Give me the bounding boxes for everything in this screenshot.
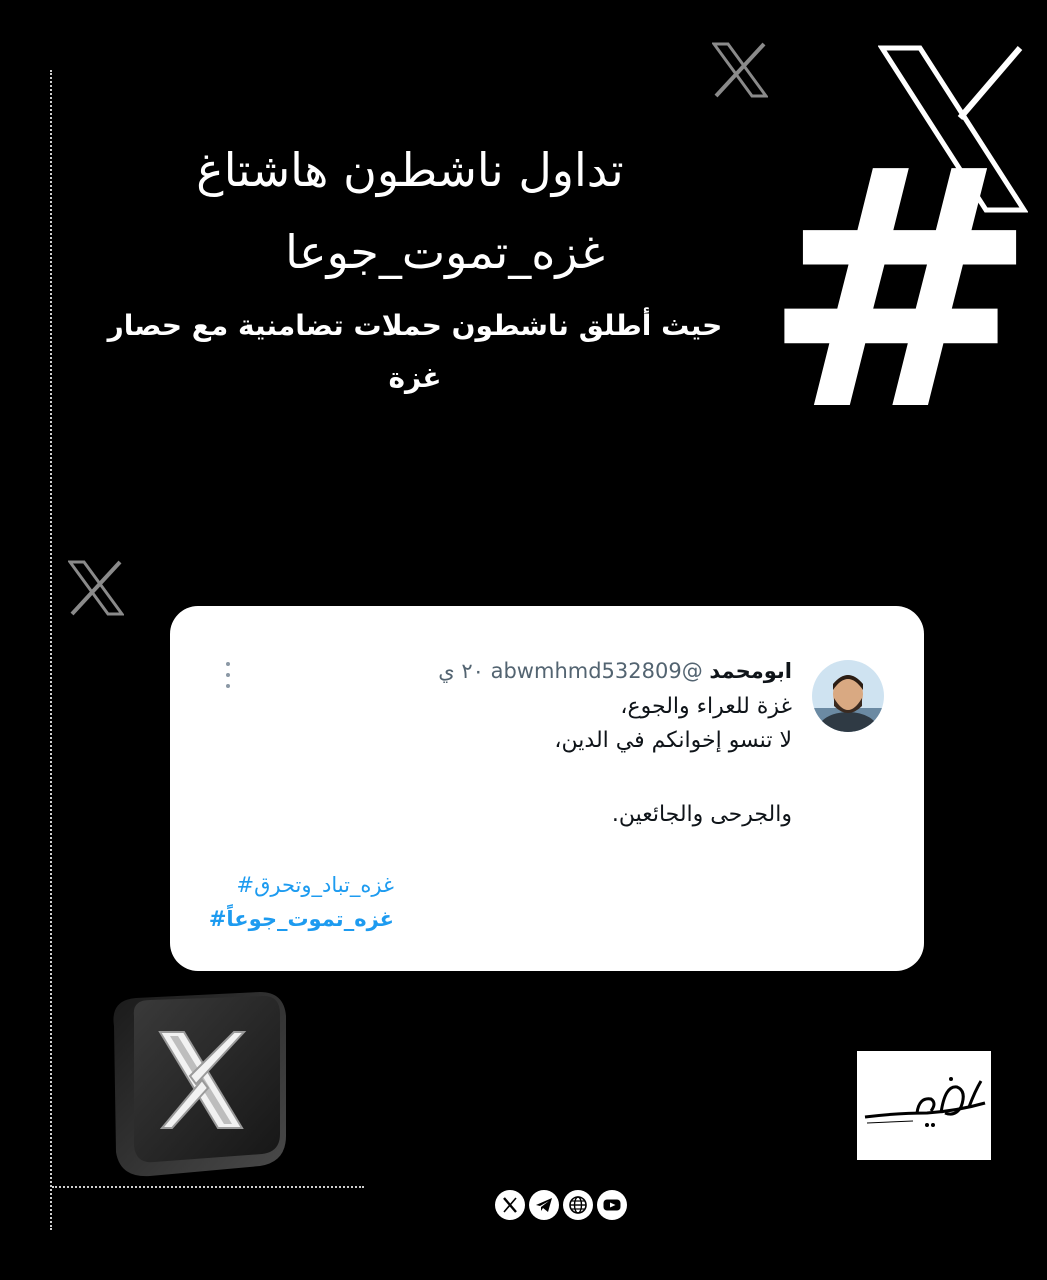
brand-calligraphy-icon: [857, 1051, 991, 1160]
avatar-image: [812, 660, 884, 732]
x-icon[interactable]: [495, 1190, 525, 1220]
post-title: تداول ناشطون هاشتاغ: [196, 143, 624, 197]
tweet-text-line: والجرحى والجائعين.: [611, 802, 792, 827]
tweet-author-name[interactable]: ابومحمد: [709, 659, 792, 683]
brand-logo: [857, 1051, 991, 1160]
post-subtitle: [90, 300, 740, 404]
social-icons: [495, 1190, 627, 1220]
x-logo-small-icon: [712, 42, 768, 98]
hash-symbol: #: [762, 99, 1039, 483]
tweet-timestamp[interactable]: ٢٠ ي: [438, 659, 484, 683]
x-app-3d-logo-icon: [100, 986, 290, 1180]
subtitle-line: حيث أطلق ناشطون حملات تضامنية مع حصار: [107, 309, 723, 342]
tweet-card[interactable]: [170, 606, 924, 971]
avatar[interactable]: [812, 660, 884, 732]
youtube-icon[interactable]: [597, 1190, 627, 1220]
tweet-body: [312, 690, 792, 832]
x-logo-small-icon: [68, 560, 124, 616]
dotted-horizontal-divider: [52, 1186, 364, 1188]
telegram-icon[interactable]: [529, 1190, 559, 1220]
dotted-vertical-divider: [50, 70, 52, 1230]
tweet-text-line: غزة للعراء والجوع،: [620, 694, 792, 719]
tweet-text-line: لا تنسو إخوانكم في الدين،: [554, 728, 792, 753]
globe-icon[interactable]: [563, 1190, 593, 1220]
tweet-hashtags: [209, 868, 394, 936]
post-hashtag: غزه_تموت_جوعا: [285, 225, 605, 279]
hashtag-link[interactable]: غزه_تباد_وتحرق#: [236, 873, 394, 897]
subtitle-line: غزة: [388, 361, 442, 394]
more-options-icon[interactable]: [224, 662, 232, 688]
tweet-author-handle[interactable]: @abwmhmd532809: [490, 659, 703, 683]
tweet-header: [438, 656, 792, 686]
hashtag-link[interactable]: غزه_تموت_جوعاً#: [208, 907, 394, 931]
